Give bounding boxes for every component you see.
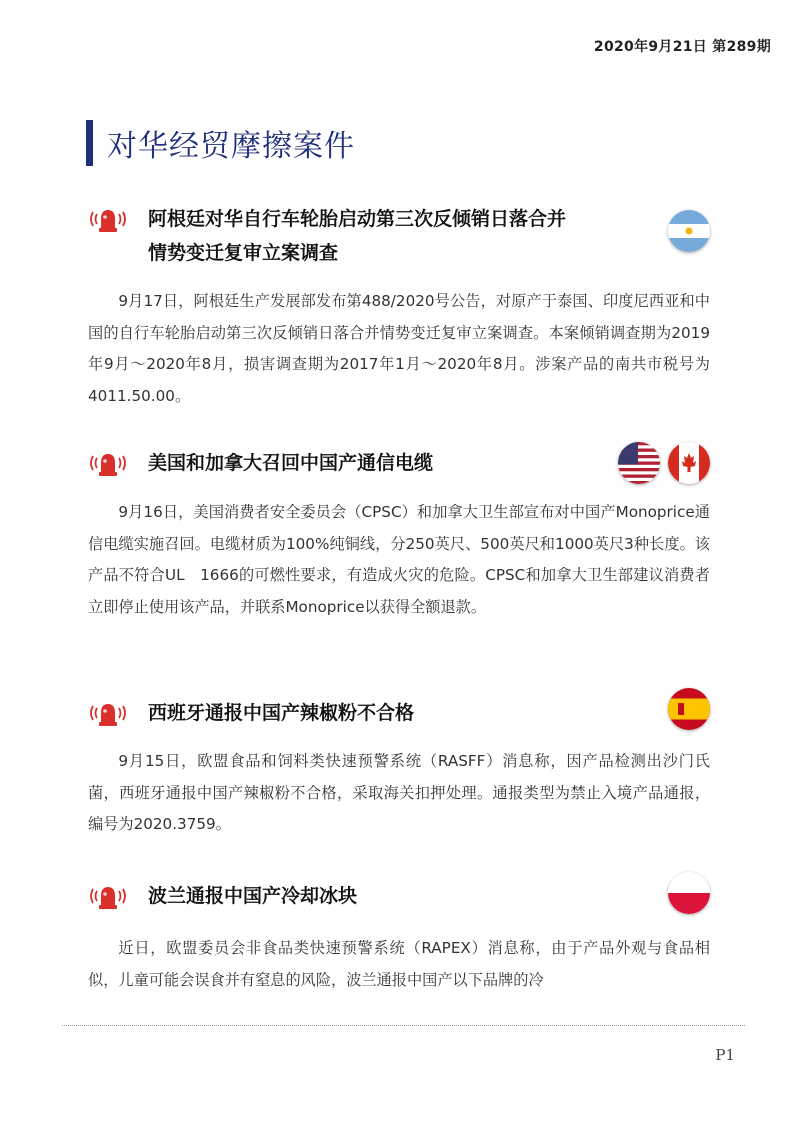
alarm-bell-icon [88, 206, 128, 234]
news-item-heading [88, 883, 357, 913]
news-item-heading [88, 700, 414, 730]
section-title: 对华经贸摩擦案件 [107, 129, 355, 164]
spain-flag-icon [668, 688, 710, 730]
poland-flag-icon [668, 872, 710, 914]
news-item-body: 9月15日，欧盟食品和饲料类快速预警系统（RASFF）消息称，因产品检测出沙门氏菌，西班牙通报中国产辣椒粉不合格，采取海关扣押处理。通报类型为禁止入境产品通报，编号为2020.3759。 [88, 752, 710, 833]
news-item-title: 西班牙通报中国产辣椒粉不合格 [148, 702, 415, 724]
news-item-heading [88, 206, 566, 270]
news-item-body: 9月16日，美国消费者安全委员会（CPSC）和加拿大卫生部宣布对中国产Monoprice通信电缆实施召回。电缆材质为100%纯铜线，分250英尺、500英尺和1000英尺3种长度。该产品不符合UL 1666的可燃性要求，有造成火灾的危险。CPSC和加拿大卫生部建议消费者立即停止使用该产品，并联系Monoprice以获得全额退款。 [88, 503, 710, 616]
news-item-heading [88, 450, 433, 480]
news-item-title [148, 202, 566, 270]
issue-date: 2020年9月21日 第289期 [593, 39, 771, 55]
canada-flag-icon [668, 442, 710, 484]
news-item-body: 近日，欧盟委员会非食品类快速预警系统（RAPEX）消息称，由于产品外观与食品相似，儿童可能会误食并有窒息的风险，波兰通报中国产以下品牌的冷 [88, 939, 710, 989]
footer-divider [62, 1025, 745, 1026]
title-line-2: 情势变迁复审立案调查 [148, 242, 339, 264]
alarm-bell-icon [88, 883, 128, 911]
page-number: P1 [715, 1046, 735, 1064]
section-heading [86, 120, 355, 166]
title-line-1: 阿根廷对华自行车轮胎启动第三次反倾销日落合并 [148, 208, 567, 230]
news-item-title: 美国和加拿大召回中国产通信电缆 [148, 452, 434, 474]
title-accent-bar [86, 120, 93, 166]
news-item-title: 波兰通报中国产冷却冰块 [148, 885, 358, 907]
argentina-flag-icon [668, 210, 710, 252]
alarm-bell-icon [88, 450, 128, 478]
alarm-bell-icon [88, 700, 128, 728]
news-item-body: 9月17日，阿根廷生产发展部发布第488/2020号公告，对原产于泰国、印度尼西亚和中国的自行车轮胎启动第三次反倾销日落合并情势变迁复审立案调查。本案倾销调查期为2019年9月～2020年8月，损害调查期为2017年1月～2020年8月。涉案产品的南共市税号为4011.50.00。 [88, 292, 710, 405]
usa-flag-icon [618, 442, 660, 484]
